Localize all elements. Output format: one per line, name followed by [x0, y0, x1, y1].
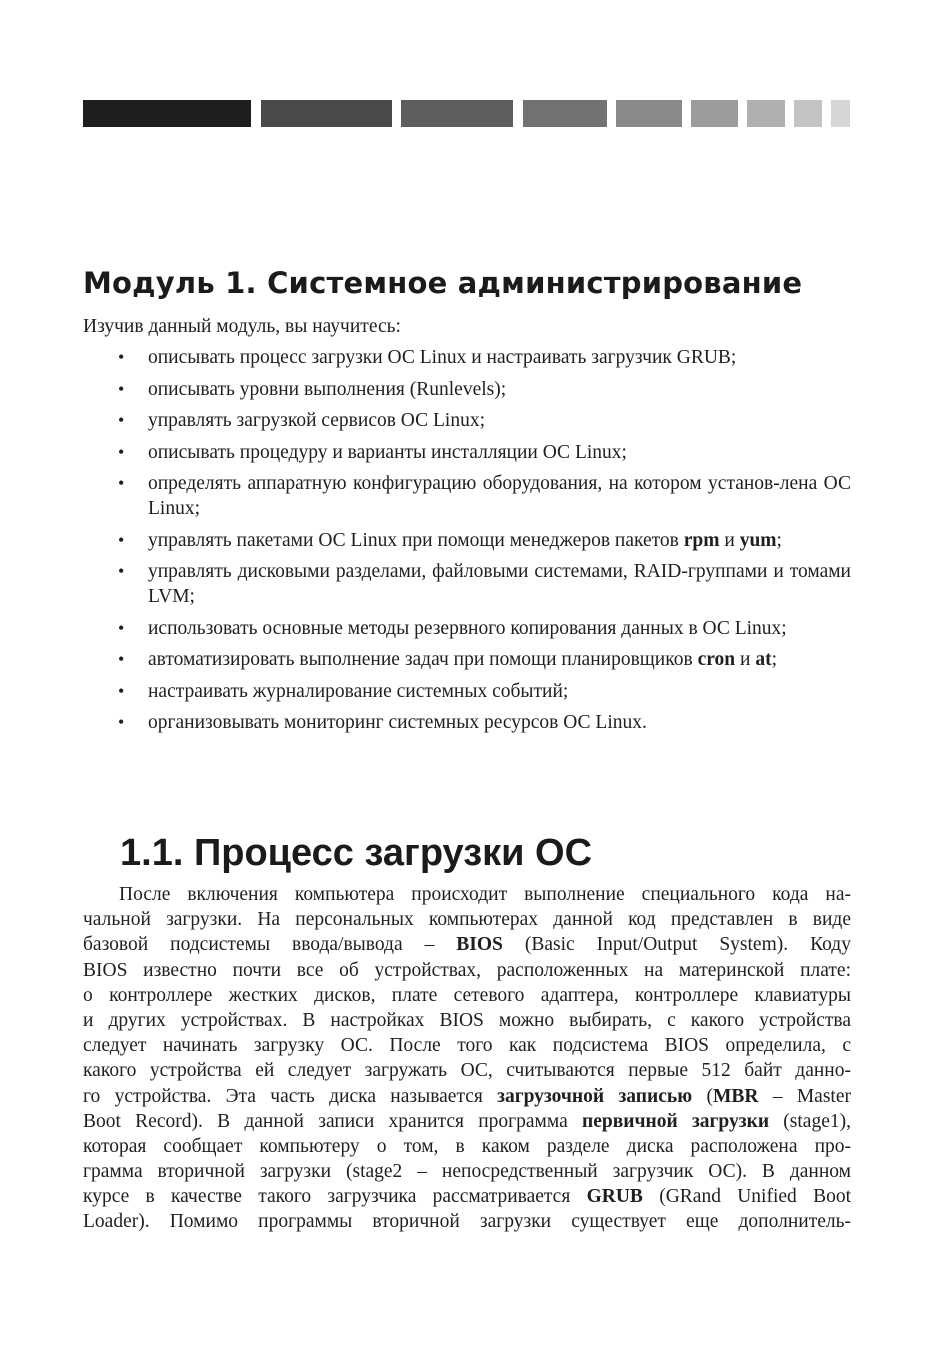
text-line: го устройства. Эта часть диска называется загрузочной записью (MBR – Master	[83, 1085, 851, 1107]
term-primary-boot: первичной загрузки	[582, 1110, 770, 1132]
header-bar	[401, 100, 513, 127]
command-cron: cron	[697, 649, 736, 670]
bullet-icon: •	[118, 410, 125, 430]
text-line: После включения компьютера происходит выполнение специального кода на-	[119, 884, 851, 905]
header-bar	[523, 100, 607, 127]
term-mbr: MBR	[712, 1085, 759, 1107]
bullet-icon: •	[118, 561, 125, 581]
text-line: курсе в качестве такого загрузчика рассматривается GRUB (GRand Unified Boot	[83, 1186, 851, 1208]
header-bar	[831, 100, 850, 127]
bullet-icon: •	[118, 347, 125, 367]
list-item: • управлять загрузкой сервисов ОС Linux;	[118, 410, 486, 431]
list-item: • автоматизировать выполнение задач при помощи планировщиков cron и at;	[118, 649, 777, 670]
term-bios: BIOS	[456, 934, 503, 956]
list-item: • настраивать журналирование системных событий;	[118, 680, 569, 702]
module-title: Модуль 1. Системное администрирование	[83, 266, 803, 300]
command-yum: yum	[739, 529, 777, 551]
header-bar	[747, 100, 785, 127]
list-item: • описывать процедуру и варианты инсталляции ОС Linux;	[118, 441, 627, 463]
command-at: at	[755, 649, 772, 670]
term-grub: GRUB	[586, 1186, 643, 1208]
text-line: грамма вторичной загрузки (stage2 – непосредственный загрузчик ОС). В данном	[83, 1161, 851, 1183]
list-item: • организовывать мониторинг системных ресурсов ОС Linux.	[118, 712, 647, 733]
text-line: о контроллере жестких дисков, плате сетевого адаптера, контроллере клавиатуры	[83, 984, 851, 1006]
header-bar	[794, 100, 822, 127]
list-item: • управлять пакетами ОС Linux при помощи менеджеров пакетов rpm и yum;	[118, 529, 782, 551]
bullet-icon: •	[118, 617, 125, 638]
text-line: следует начинать загрузку ОС. После того как подсистема BIOS определила, с	[83, 1035, 851, 1057]
section-body	[83, 882, 851, 1235]
bullet-icon: •	[118, 649, 125, 669]
list-item: • управлять дисковыми разделами, файловыми системами, RAID-группами и томами LVM;	[118, 561, 851, 607]
header-bar	[691, 100, 738, 127]
text-line: BIOS известно почти все об устройствах, расположенных на материнской плате:	[83, 959, 851, 981]
header-bar	[83, 100, 251, 127]
header-bar	[616, 100, 682, 127]
text-line: чальной загрузки. На персональных компьютерах данной код представлен в виде	[83, 909, 851, 931]
list-item: • описывать процесс загрузки ОС Linux и настраивать загрузчик GRUB;	[118, 347, 737, 368]
header-bar	[261, 100, 392, 127]
bullet-icon: •	[118, 473, 125, 493]
text-line: Loader). Помимо программы вторичной загрузки существует еще дополнитель-	[83, 1211, 851, 1233]
command-rpm: rpm	[683, 529, 720, 551]
bullet-icon: •	[118, 378, 125, 399]
bullet-icon: •	[118, 529, 125, 550]
text-line: какого устройства ей следует загружать ОС, считываются первые 512 байт данно-	[83, 1060, 851, 1082]
text-line: Boot Record). В данной записи хранится программа первичной загрузки (stage1),	[83, 1110, 851, 1132]
section-title: 1.1. Процесс загрузки ОС	[120, 832, 593, 874]
text-line: и других устройствах. В настройках BIOS можно выбирать, с какого устройства	[83, 1009, 851, 1031]
list-item: • определять аппаратную конфигурацию оборудования, на котором установ-лена ОС Linux;	[118, 473, 851, 519]
module-intro: Изучив данный модуль, вы научитесь:	[83, 316, 401, 337]
text-line: которая сообщает компьютеру о том, в каком разделе диска расположена про-	[83, 1135, 851, 1157]
term-boot-record: загрузочной записью	[497, 1085, 693, 1107]
bullet-icon: •	[118, 680, 125, 701]
bullet-icon: •	[118, 441, 125, 462]
list-item: • описывать уровни выполнения (Runlevels);	[118, 378, 507, 400]
text-line: базовой подсистемы ввода/вывода – BIOS (Basic Input/Output System). Коду	[83, 934, 851, 956]
header-decorative-bars	[83, 100, 850, 127]
bullet-icon: •	[118, 712, 125, 732]
learning-goals-list	[83, 345, 851, 742]
list-item: • использовать основные методы резервного копирования данных в ОС Linux;	[118, 617, 787, 639]
